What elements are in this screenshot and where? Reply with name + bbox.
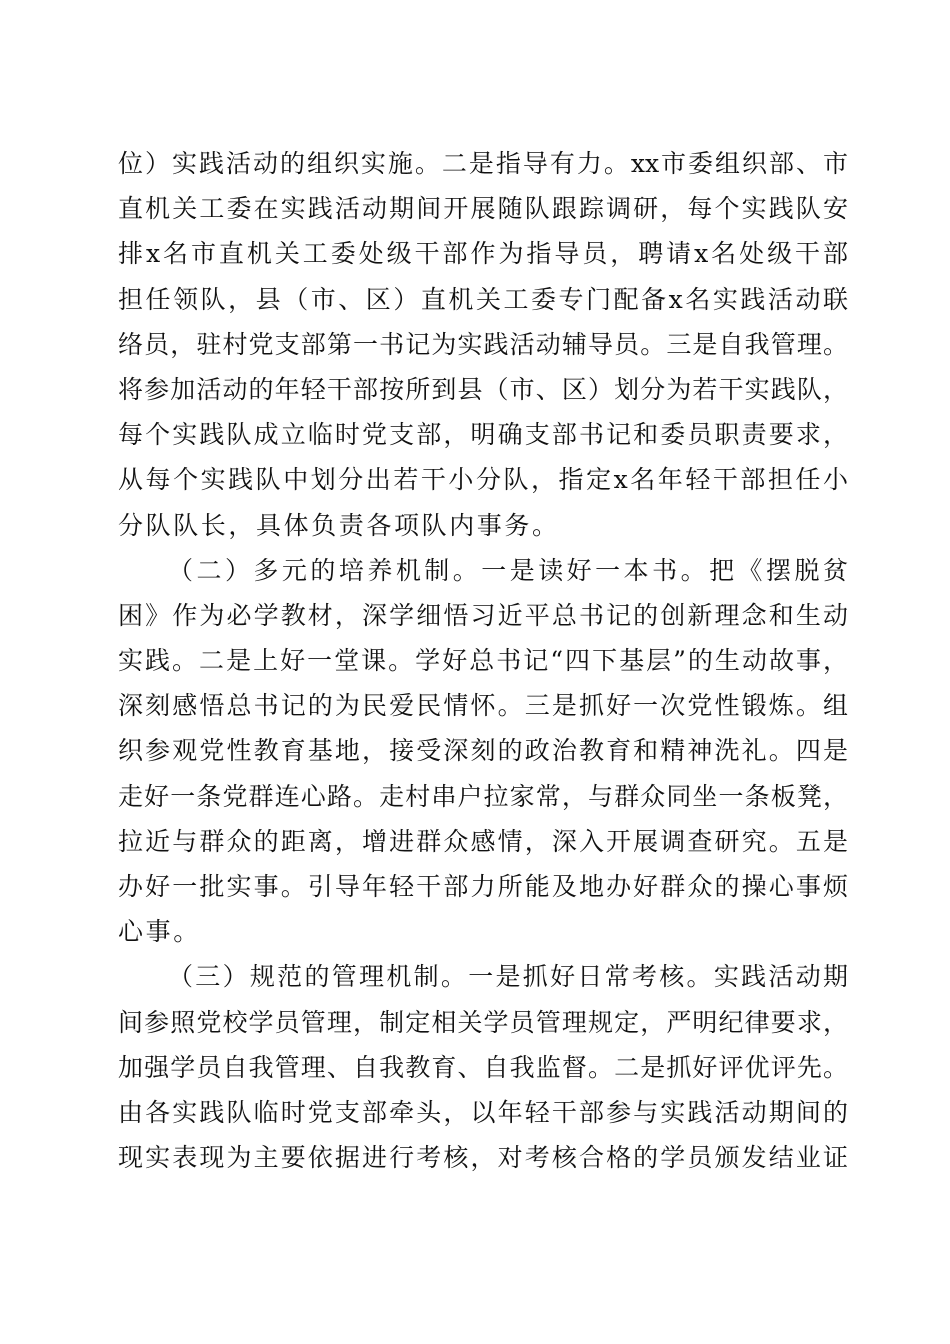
text-line: 办好一批实事。引导年轻干部力所能及地办好群众的操心事烦 — [118, 872, 848, 901]
text-line: 间参照党校学员管理，制定相关学员管理规定，严明纪律要求， — [118, 1007, 848, 1037]
text-line: 织参观党性教育基地，接受深刻的政治教育和精神洗礼。四是 — [118, 736, 848, 766]
paragraph-training-mechanism — [118, 548, 848, 955]
text-line: 位）实践活动的组织实施。二是指导有力。xx市委组织部、市 — [118, 149, 848, 178]
text-line: 将参加活动的年轻干部按所到县（市、区）划分为若干实践队， — [118, 374, 848, 404]
document-body — [118, 141, 848, 1180]
text-line: 排x名市直机关工委处级干部作为指导员，聘请x名处级干部 — [118, 239, 848, 269]
paragraph-management-mechanism — [118, 954, 848, 1180]
text-line: 心事。 — [118, 917, 201, 947]
text-line: 拉近与群众的距离，增进群众感情，深入开展调查研究。五是 — [118, 826, 848, 856]
section-heading-line: （二）多元的培养机制。一是读好一本书。把《摆脱贫 — [168, 555, 848, 585]
text-line: 络员，驻村党支部第一书记为实践活动辅导员。三是自我管理。 — [118, 329, 848, 359]
text-line: 加强学员自我管理、自我教育、自我监督。二是抓好评优评先。 — [118, 1052, 848, 1082]
text-line: 直机关工委在实践活动期间开展随队跟踪调研，每个实践队安 — [118, 194, 848, 224]
text-line: 走好一条党群连心路。走村串户拉家常，与群众同坐一条板凳， — [118, 781, 848, 811]
text-line: 担任领队，县（市、区）直机关工委专门配备x名实践活动联 — [118, 284, 848, 314]
text-line: 现实表现为主要依据进行考核，对考核合格的学员颁发结业证 — [118, 1143, 848, 1173]
text-line: 从每个实践队中划分出若干小分队，指定x名年轻干部担任小 — [118, 465, 848, 495]
text-line: 深刻感悟总书记的为民爱民情怀。三是抓好一次党性锻炼。组 — [118, 691, 848, 721]
text-line: 每个实践队成立临时党支部，明确支部书记和委员职责要求， — [118, 420, 848, 450]
text-line: 实践。二是上好一堂课。学好总书记“四下基层”的生动故事， — [118, 646, 848, 676]
section-heading-line: （三）规范的管理机制。一是抓好日常考核。实践活动期 — [168, 962, 848, 992]
paragraph-practice-organization — [118, 141, 848, 548]
text-line: 困》作为必学教材，深学细悟习近平总书记的创新理念和生动 — [118, 600, 848, 630]
text-line: 分队队长，具体负责各项队内事务。 — [118, 510, 560, 540]
text-line: 由各实践队临时党支部牵头，以年轻干部参与实践活动期间的 — [118, 1097, 848, 1127]
